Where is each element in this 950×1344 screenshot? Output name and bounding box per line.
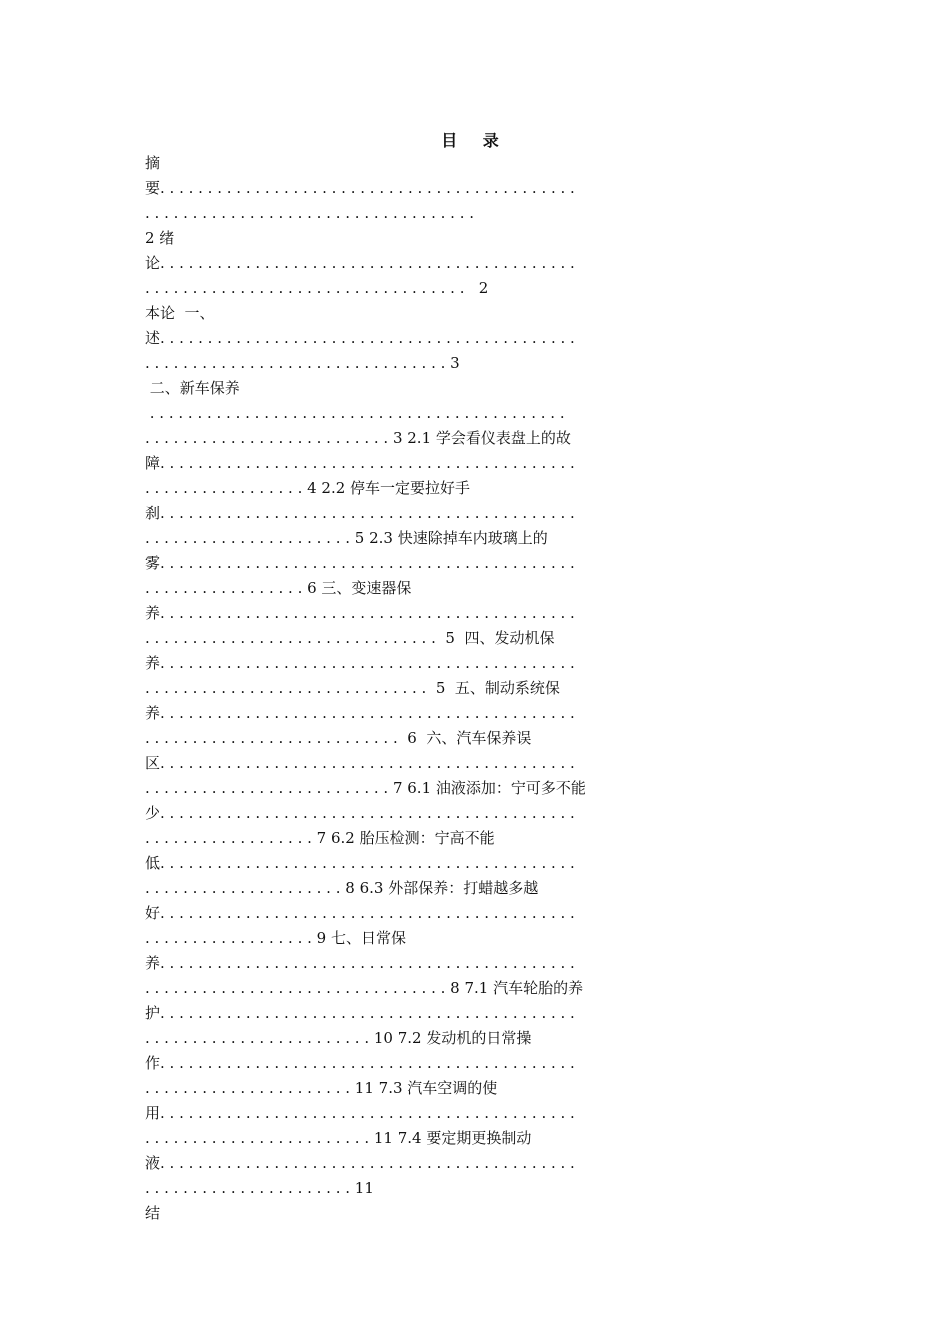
toc-line: . . . . . . . . . . . . . . . . . . . . . . . . . . . . . . . . . . . (145, 204, 474, 222)
toc-line: . . . . . . . . . . . . . . . . . . . . . 8 6.3 外部保养：打蜡越多越 (145, 879, 539, 897)
table-of-contents (145, 151, 800, 1226)
toc-line: . . . . . . . . . . . . . . . . . . . . . . . . . . . . . . 5 五、制动系统保 (145, 679, 560, 697)
toc-line: 少. . . . . . . . . . . . . . . . . . . . . . . . . . . . . . . . . . . . . . . . . . . . (145, 804, 575, 822)
toc-line: . . . . . . . . . . . . . . . . . . . . . . . . . . . 6 六、汽车保养误 (145, 729, 532, 747)
toc-line: . . . . . . . . . . . . . . . . . . . . . . . . . . . . . . . . 3 (145, 354, 460, 372)
toc-line: . . . . . . . . . . . . . . . . . . . . . . . . 10 7.2 发动机的日常操 (145, 1029, 532, 1047)
toc-line: . . . . . . . . . . . . . . . . . . . . . . 11 (145, 1179, 374, 1197)
toc-line: . . . . . . . . . . . . . . . . . . . . . . . . . . . . . . . . 8 7.1 汽车轮胎的养 (145, 979, 584, 997)
toc-line: . . . . . . . . . . . . . . . . . . . . . . . . 11 7.4 要定期更换制动 (145, 1129, 532, 1147)
toc-line: . . . . . . . . . . . . . . . . . . . . . . . . . . 3 2.1 学会看仪表盘上的故 (145, 429, 571, 447)
toc-line: 要. . . . . . . . . . . . . . . . . . . . . . . . . . . . . . . . . . . . . . . . . . . . (145, 179, 575, 197)
toc-line: 摘 (145, 154, 161, 172)
toc-line: 障. . . . . . . . . . . . . . . . . . . . . . . . . . . . . . . . . . . . . . . . . . . . (145, 454, 575, 472)
toc-line: 作. . . . . . . . . . . . . . . . . . . . . . . . . . . . . . . . . . . . . . . . . . . . (145, 1054, 575, 1072)
toc-line: . . . . . . . . . . . . . . . . . 4 2.2 停车一定要拉好手 (145, 479, 471, 497)
toc-line: 低. . . . . . . . . . . . . . . . . . . . . . . . . . . . . . . . . . . . . . . . . . . . (145, 854, 575, 872)
toc-line: 2 绪 (145, 229, 175, 247)
toc-line: . . . . . . . . . . . . . . . . . . 7 6.2 胎压检测：宁高不能 (145, 829, 495, 847)
toc-line: 护. . . . . . . . . . . . . . . . . . . . . . . . . . . . . . . . . . . . . . . . . . . . (145, 1004, 575, 1022)
toc-line: . . . . . . . . . . . . . . . . . . . . . . . . . . 7 6.1 油液添加：宁可多不能 (145, 779, 586, 797)
toc-line: . . . . . . . . . . . . . . . . . . . . . . . . . . . . . . . . . . . . . . . . . . . . (145, 404, 565, 422)
toc-line: 用. . . . . . . . . . . . . . . . . . . . . . . . . . . . . . . . . . . . . . . . . . . . (145, 1104, 575, 1122)
toc-line: 养. . . . . . . . . . . . . . . . . . . . . . . . . . . . . . . . . . . . . . . . . . . . (145, 954, 575, 972)
toc-line: . . . . . . . . . . . . . . . . . . . . . . 5 2.3 快速除掉车内玻璃上的 (145, 529, 548, 547)
toc-line: . . . . . . . . . . . . . . . . . 6 三、变速器保 (145, 579, 412, 597)
toc-line: 区. . . . . . . . . . . . . . . . . . . . . . . . . . . . . . . . . . . . . . . . . . . . (145, 754, 575, 772)
toc-line: 养. . . . . . . . . . . . . . . . . . . . . . . . . . . . . . . . . . . . . . . . . . . . (145, 704, 575, 722)
toc-line: 好. . . . . . . . . . . . . . . . . . . . . . . . . . . . . . . . . . . . . . . . . . . . (145, 904, 575, 922)
toc-line: 刹. . . . . . . . . . . . . . . . . . . . . . . . . . . . . . . . . . . . . . . . . . . . (145, 504, 575, 522)
toc-title: 目 录 (441, 131, 509, 150)
toc-line: 养. . . . . . . . . . . . . . . . . . . . . . . . . . . . . . . . . . . . . . . . . . . . (145, 654, 575, 672)
toc-line: 论. . . . . . . . . . . . . . . . . . . . . . . . . . . . . . . . . . . . . . . . . . . . (145, 254, 575, 272)
toc-line: . . . . . . . . . . . . . . . . . . . . . . . . . . . . . . . 5 四、发动机保 (145, 629, 555, 647)
toc-line: . . . . . . . . . . . . . . . . . . . . . . . . . . . . . . . . . . 2 (145, 279, 489, 297)
toc-line: . . . . . . . . . . . . . . . . . . 9 七、日常保 (145, 929, 406, 947)
toc-line: 本论 一、 (145, 304, 215, 322)
toc-line: 液. . . . . . . . . . . . . . . . . . . . . . . . . . . . . . . . . . . . . . . . . . . . (145, 1154, 575, 1172)
toc-line: 养. . . . . . . . . . . . . . . . . . . . . . . . . . . . . . . . . . . . . . . . . . . . (145, 604, 575, 622)
toc-line: 述. . . . . . . . . . . . . . . . . . . . . . . . . . . . . . . . . . . . . . . . . . . . (145, 329, 575, 347)
toc-line: . . . . . . . . . . . . . . . . . . . . . . 11 7.3 汽车空调的使 (145, 1079, 498, 1097)
toc-line: 二、新车保养 (145, 379, 240, 397)
toc-line: 雾. . . . . . . . . . . . . . . . . . . . . . . . . . . . . . . . . . . . . . . . . . . . (145, 554, 575, 572)
toc-line: 结 (145, 1204, 161, 1222)
